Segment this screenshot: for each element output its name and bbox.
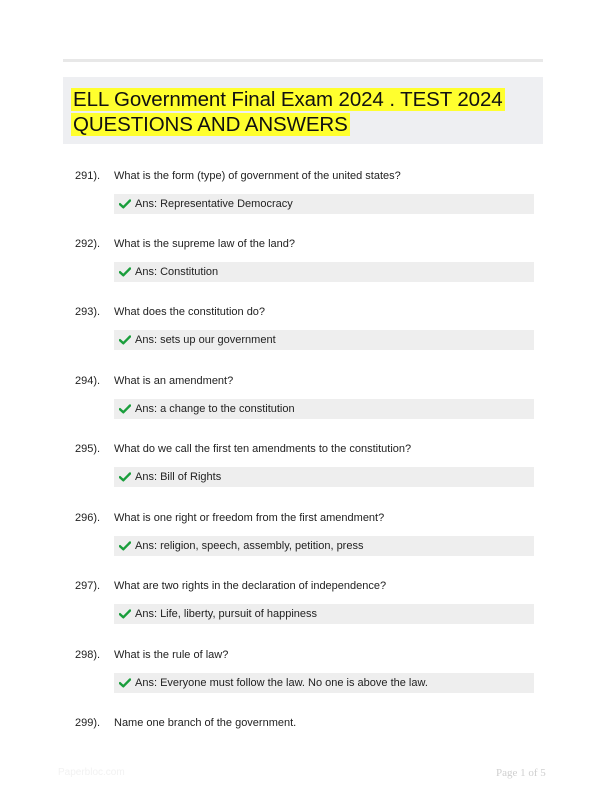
answer-text: Ans: Representative Democracy — [135, 198, 293, 210]
question-text: What is one right or freedom from the first amendment? — [114, 512, 385, 524]
top-divider — [63, 59, 543, 62]
question-text: Name one branch of the government. — [114, 717, 297, 729]
document-title-line-1: ELL Government Final Exam 2024 . TEST 2024 — [73, 88, 503, 111]
check-icon — [119, 404, 131, 414]
check-icon — [119, 472, 131, 482]
page-indicator: Page 1 of 5 — [496, 767, 546, 779]
question-text: What are two rights in the declaration of independence? — [114, 580, 387, 592]
question-number: 291). — [75, 170, 101, 182]
answer-box — [114, 399, 534, 419]
answer-box — [114, 262, 534, 282]
answer-box — [114, 673, 534, 693]
question-number: 295). — [75, 443, 101, 455]
answer-text: Ans: sets up our government — [135, 334, 276, 346]
question-number: 298). — [75, 649, 101, 661]
check-icon — [119, 541, 131, 551]
check-icon — [119, 609, 131, 619]
footer-watermark: Paperbloc.com — [58, 767, 125, 778]
question-number: 294). — [75, 375, 101, 387]
answer-box — [114, 194, 534, 214]
check-icon — [119, 678, 131, 688]
answer-box — [114, 536, 534, 556]
question-text: What is an amendment? — [114, 375, 234, 387]
question-text: What does the constitution do? — [114, 306, 266, 318]
document-title-box — [63, 77, 543, 144]
question-number: 297). — [75, 580, 101, 592]
answer-text: Ans: religion, speech, assembly, petition, press — [135, 540, 364, 552]
answer-text: Ans: a change to the constitution — [135, 403, 295, 415]
answer-text: Ans: Life, liberty, pursuit of happiness — [135, 608, 318, 620]
question-number: 292). — [75, 238, 101, 250]
check-icon — [119, 267, 131, 277]
check-icon — [119, 335, 131, 345]
question-text: What is the supreme law of the land? — [114, 238, 295, 250]
answer-box — [114, 604, 534, 624]
answer-box — [114, 330, 534, 350]
check-icon — [119, 199, 131, 209]
question-text: What do we call the first ten amendments to the constitution? — [114, 443, 412, 455]
answer-text: Ans: Bill of Rights — [135, 471, 222, 483]
question-number: 293). — [75, 306, 101, 318]
question-text: What is the rule of law? — [114, 649, 229, 661]
question-text: What is the form (type) of government of the united states? — [114, 170, 401, 182]
answer-text: Ans: Everyone must follow the law. No one is above the law. — [135, 677, 428, 689]
answer-text: Ans: Constitution — [135, 266, 219, 278]
question-number: 296). — [75, 512, 101, 524]
question-number: 299). — [75, 717, 101, 729]
answer-box — [114, 467, 534, 487]
document-title-line-2: QUESTIONS AND ANSWERS — [73, 113, 348, 136]
